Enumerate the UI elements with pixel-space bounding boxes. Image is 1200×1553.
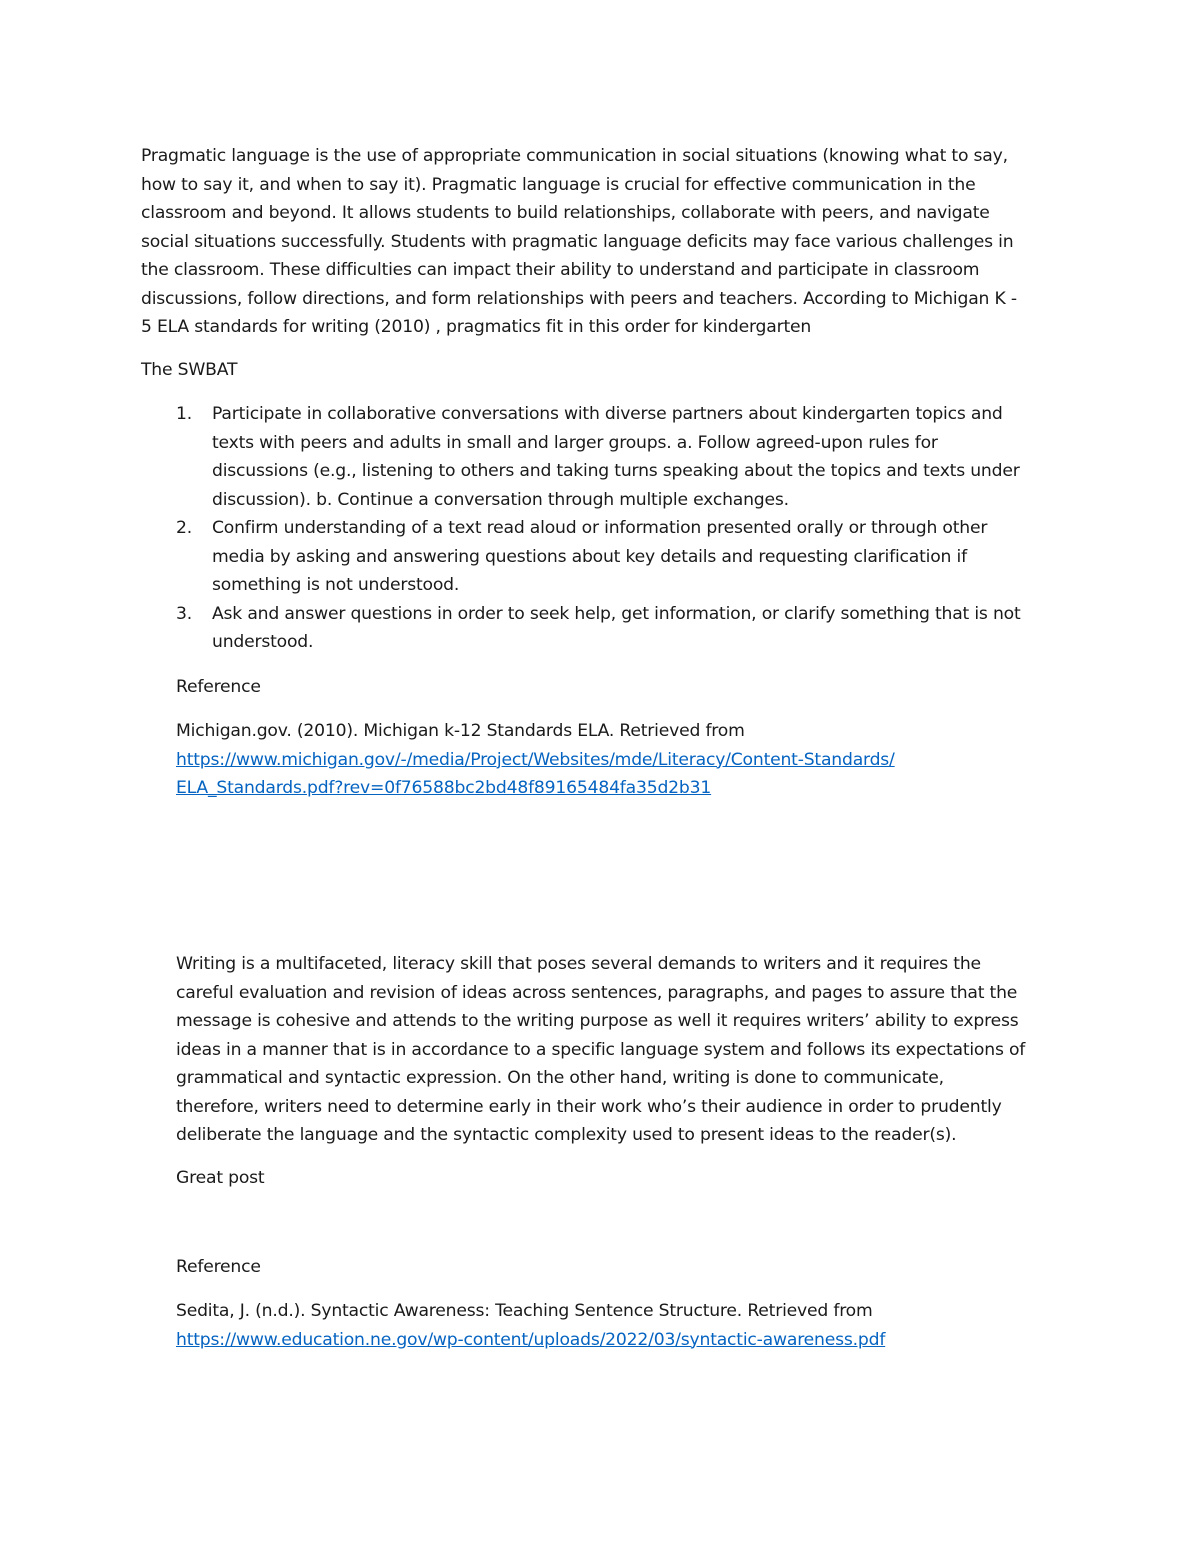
reference-link[interactable]: https://www.education.ne.gov/wp-content/uploads/2022/03/syntactic-awareness.pdf: [176, 1329, 886, 1350]
objective-item: [141, 514, 1081, 600]
writing-line: Writing is a multifaceted, literacy skill that poses several demands to writers and it requires the: [176, 954, 981, 974]
reference-heading: Reference: [176, 677, 261, 697]
intro-line: discussions, follow directions, and form relationships with peers and teachers. According to Michigan K -: [141, 288, 1017, 309]
objective-line: Ask and answer questions in order to seek help, get information, or clarify something that is not: [212, 603, 1021, 624]
writing-line: careful evaluation and revision of ideas across sentences, paragraphs, and pages to assure that the: [176, 982, 1018, 1003]
swbat-label: The SWBAT: [141, 360, 238, 380]
writing-line: therefore, writers need to determine early in their work who’s their audience in order to prudently: [176, 1096, 1002, 1117]
reference-citation: [176, 717, 895, 803]
objective-line: understood.: [212, 632, 314, 652]
intro-line: the classroom. These difficulties can impact their ability to understand and participate in classroom: [141, 260, 980, 280]
objective-line: discussions (e.g., listening to others and taking turns speaking about the topics and texts under: [212, 461, 1020, 481]
writing-line: ideas in a manner that is in accordance to a specific language system and follows its expectations of: [176, 1039, 1026, 1060]
intro-line: classroom and beyond. It allows students to build relationships, collaborate with peers, and navigate: [141, 203, 990, 223]
intro-line: Pragmatic language is the use of appropriate communication in social situations (knowing what to say,: [141, 146, 1008, 166]
objective-number: 3.: [176, 603, 192, 624]
citation-text: Michigan.gov. (2010). Michigan k-12 Standards ELA. Retrieved from: [176, 721, 745, 741]
writing-paragraph: [176, 950, 1025, 1150]
reference-heading: Reference: [176, 1257, 261, 1277]
intro-paragraph: [141, 142, 1017, 342]
intro-line: how to say it, and when to say it). Pragmatic language is crucial for effective communication in the: [141, 174, 976, 195]
objective-item: [141, 400, 1081, 514]
objective-line: Confirm understanding of a text read aloud or information presented orally or through other: [212, 518, 988, 538]
objective-number: 1.: [176, 404, 192, 424]
writing-line: deliberate the language and the syntactic complexity used to present ideas to the reader(s).: [176, 1125, 957, 1145]
objective-line: media by asking and answering questions about key details and requesting clarification if: [212, 546, 967, 567]
reference-link[interactable]: ELA_Standards.pdf?rev=0f76588bc2bd48f89165484fa35d2b31: [176, 778, 712, 798]
comment-text: Great post: [176, 1168, 265, 1188]
reference-link[interactable]: https://www.michigan.gov/-/media/Project/Websites/mde/Literacy/Content-Standards/: [176, 749, 895, 770]
intro-line: 5 ELA standards for writing (2010) , pragmatics fit in this order for kindergarten: [141, 317, 812, 337]
objectives-list: [141, 400, 1081, 657]
reference-citation: [176, 1297, 885, 1354]
citation-text: Sedita, J. (n.d.). Syntactic Awareness: Teaching Sentence Structure. Retrieved from: [176, 1301, 873, 1321]
objective-number: 2.: [176, 518, 192, 538]
intro-line: social situations successfully. Students with pragmatic language deficits may face various challenges in: [141, 231, 1014, 252]
objective-line: Participate in collaborative conversations with diverse partners about kindergarten topics and: [212, 404, 1003, 424]
objective-line: discussion). b. Continue a conversation through multiple exchanges.: [212, 489, 789, 510]
writing-line: message is cohesive and attends to the writing purpose as well it requires writers’ ability to express: [176, 1011, 1019, 1031]
writing-line: grammatical and syntactic expression. On the other hand, writing is done to communicate,: [176, 1068, 944, 1088]
objective-line: texts with peers and adults in small and larger groups. a. Follow agreed-upon rules for: [212, 432, 938, 453]
objective-item: [141, 600, 1081, 657]
objective-line: something is not understood.: [212, 575, 460, 595]
